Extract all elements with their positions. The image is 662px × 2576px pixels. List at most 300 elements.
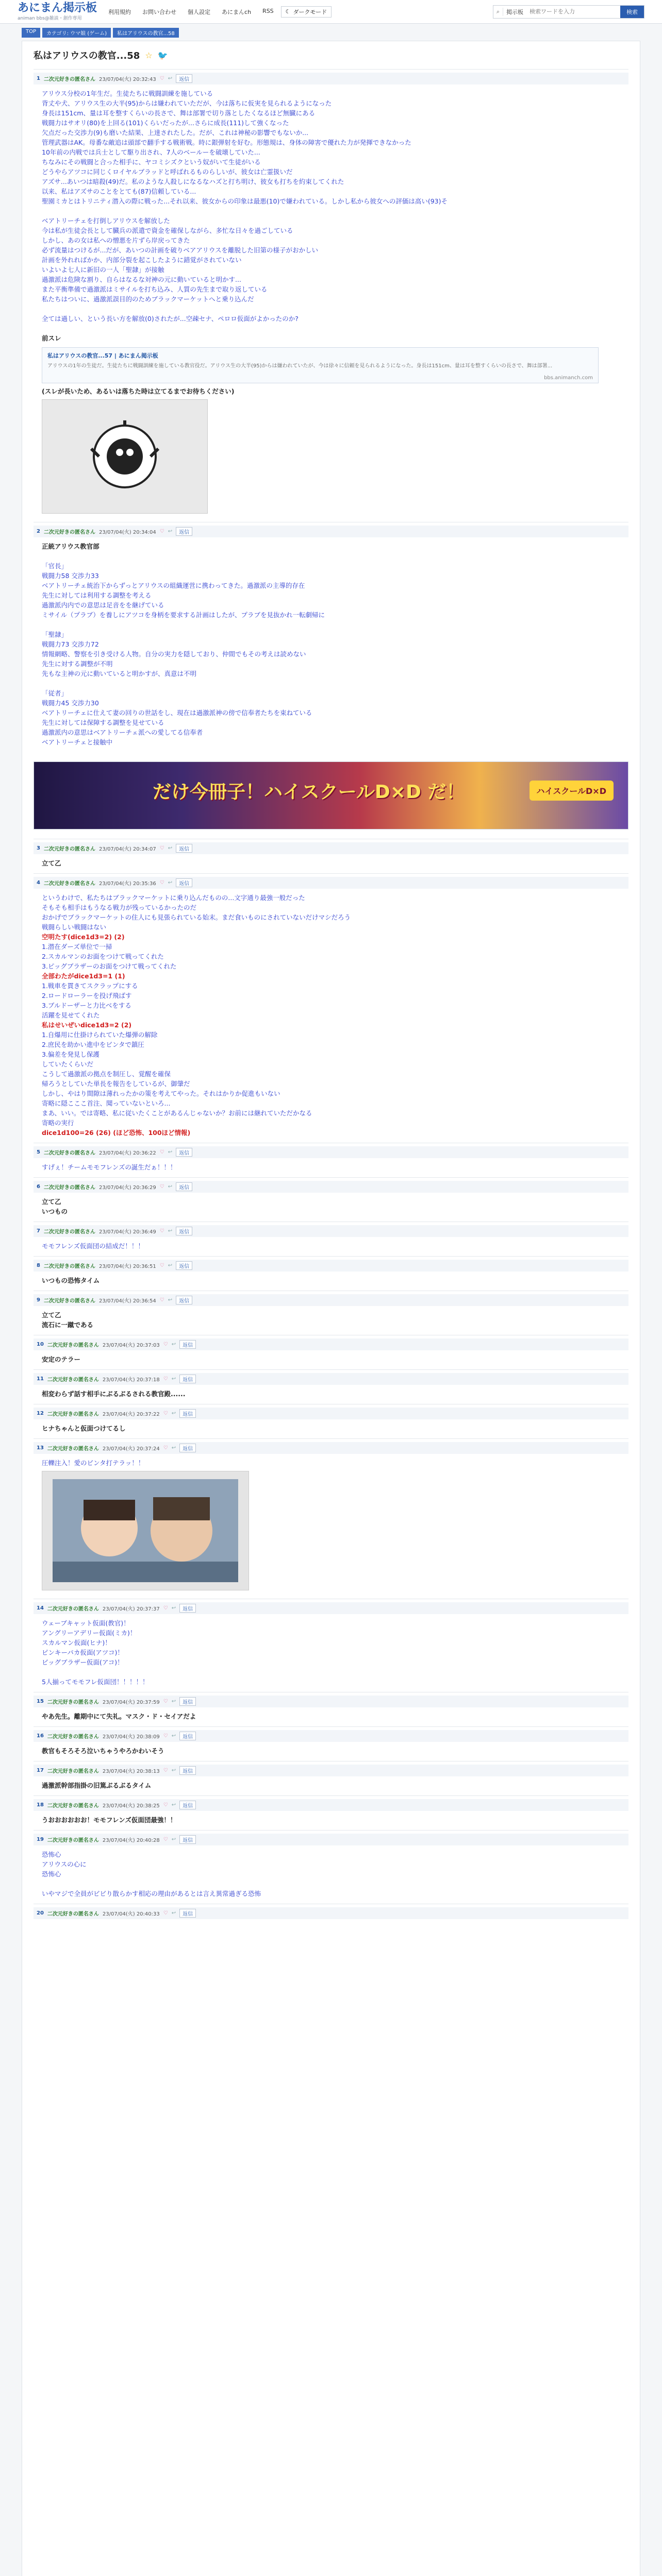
post-line: ちなみにその戦闘と合った相手に、ヤコミシズクという奴がいて生徒がいる — [42, 158, 261, 166]
post-line: 相変わらず話す相手にぶるぶるされる教官殿...... — [42, 1390, 186, 1398]
post-body — [34, 1306, 628, 1330]
reply-button[interactable]: 返信 — [179, 1801, 196, 1809]
post — [34, 839, 628, 873]
heart-icon[interactable]: ♡ — [163, 1342, 168, 1347]
post-line: 1.潜在ダーズ単位で一掃 — [42, 943, 112, 951]
reply-button[interactable]: 返信 — [179, 1766, 196, 1775]
nav-animanch[interactable]: あにまんch — [222, 8, 252, 15]
post-header — [34, 1225, 628, 1237]
post-line: スカルマン仮面(ヒナ)！ — [42, 1639, 111, 1647]
reply-icon[interactable]: ↩ — [171, 1837, 176, 1842]
post-line — [42, 324, 620, 333]
post-line: こうして過激派の拠点を制圧し、覚醒を確保 — [42, 1070, 171, 1078]
post-body — [34, 1454, 628, 1590]
post-line: いよいよ七人に新旧の一人「聖隷」が接触 — [42, 266, 164, 274]
post-author: 二次元好きの匿名さん — [47, 1838, 99, 1843]
post-body — [34, 854, 628, 868]
post-header — [34, 1373, 628, 1385]
post-author: 二次元好きの匿名さん — [47, 1377, 99, 1383]
post-date: 23/07/04(火) 20:38:09 — [102, 1734, 160, 1740]
post-line: 恐怖心 — [42, 1851, 61, 1858]
ad-banner-text: だけ今冊子！ハイスクールD×D だ！ — [153, 782, 465, 803]
reply-button[interactable]: 返信 — [179, 1732, 196, 1740]
post-line: 戦闘力73 交渉力72 — [42, 640, 99, 648]
post-line: ベアトリーチェと接触中 — [42, 738, 113, 746]
post-line — [42, 1879, 620, 1889]
site-header — [0, 0, 662, 24]
reply-button[interactable]: 返信 — [179, 1604, 196, 1613]
post-header — [34, 1260, 628, 1272]
post-number[interactable]: 5 — [37, 1149, 40, 1155]
post-line: ビッグブラザー仮面(アコ)！ — [42, 1658, 124, 1666]
post-line: 過激派内内での意思は足音をを継げている — [42, 601, 164, 609]
reply-icon[interactable]: ↩ — [171, 1910, 176, 1916]
post-number[interactable]: 12 — [37, 1411, 44, 1416]
post-number[interactable]: 7 — [37, 1228, 40, 1234]
post-line: 3.偏差を発見し保護 — [42, 1050, 100, 1058]
logo-main: あにまん掲示板 — [18, 2, 97, 14]
post-line: 正統アリウス教官部 — [42, 543, 100, 550]
post — [34, 1143, 628, 1177]
search-scope-select[interactable]: 掲示板 — [503, 8, 526, 16]
post-header — [34, 1442, 628, 1454]
post-author: 二次元好きの匿名さん — [47, 1911, 99, 1917]
post-line: 2.スカルマンのお面をつけて戦ってくれた — [42, 953, 164, 960]
reply-icon[interactable]: ↩ — [168, 529, 173, 534]
post-line: おかげでブラックマーケットの住人にも見張られている始末。まだ食いものにされていないだけマシだろう — [42, 913, 351, 921]
post-header — [34, 526, 628, 537]
post-date: 23/07/04(火) 20:35:36 — [98, 881, 156, 887]
post-image[interactable] — [42, 1471, 249, 1590]
post-number[interactable]: 16 — [37, 1733, 44, 1739]
post — [34, 1335, 628, 1369]
post-header — [34, 1696, 628, 1707]
post-line: dice1d100=26 (26) (ほど恐怖、100ほど情報) — [42, 1129, 191, 1137]
post-line: 以来、私はアズサのことをとても(87)信頼している... — [42, 188, 196, 195]
link-card-url: bbs.animanch.com — [544, 375, 593, 381]
search-input[interactable] — [526, 8, 620, 15]
post-line: 立て乙 — [42, 1311, 61, 1319]
reply-button[interactable]: 返信 — [179, 1697, 196, 1706]
post-line: しかし、あの女は私への憎悪を片ずら岸戻ってきた — [42, 236, 190, 244]
star-icon[interactable]: ☆ — [145, 50, 153, 60]
post-line: 3.ピッグブラザーのお面をつけて戦ってくれた — [42, 962, 177, 970]
post-line: 先生に対する調整が不明 — [42, 660, 113, 668]
page-title: 私はアリウスの教官...58 — [34, 50, 140, 61]
post-line: 流石に一蹴である — [42, 1321, 94, 1329]
post-line: 身長は151cm、量は耳を整すくらいの長さで、舞は部署で切り落としたくなるほど無臓にある — [42, 109, 316, 117]
post-date: 23/07/04(火) 20:40:33 — [102, 1911, 160, 1917]
site-logo[interactable] — [18, 2, 97, 21]
heart-icon[interactable]: ♡ — [159, 76, 164, 81]
reply-icon[interactable]: ↩ — [171, 1445, 176, 1451]
post-line: 5人揃ってモモフレ仮面団！！！！！ — [42, 1678, 149, 1686]
post-line: 管理武器はAK。母番な敵追は頭部で翻手する戦術戦。時に銀弾射を好む。形態規は、身体の障害で優れた力が発揮できなかった — [42, 139, 411, 146]
post-date: 23/07/04(火) 20:37:24 — [102, 1446, 160, 1452]
reply-button[interactable]: 返信 — [176, 1148, 192, 1157]
post-number[interactable]: 19 — [37, 1837, 44, 1842]
post-author: 二次元好きの匿名さん — [47, 1446, 99, 1452]
post — [34, 1830, 628, 1904]
post-line: ピンキーパカ仮面(アツコ)！ — [42, 1649, 124, 1656]
link-card-description: アリウスの1年の生徒だ。生徒たちに戦闘訓練を施している教官役だ。アリウス生の大半(95)からは嫌われていたが、今は徐々に信頼を見られるようになった。身長は151cm、量は耳を整すくらいの長さで、舞は部署... — [47, 363, 553, 369]
reply-icon[interactable]: ↩ — [168, 1228, 173, 1234]
heart-icon[interactable]: ♡ — [163, 1910, 168, 1916]
anime-frame-image — [53, 1479, 238, 1582]
post-line: 「従者」 — [42, 689, 68, 697]
post-number[interactable]: 14 — [37, 1605, 44, 1611]
post-number[interactable]: 15 — [37, 1699, 44, 1704]
post-date: 23/07/04(火) 20:36:54 — [98, 1298, 156, 1304]
post — [34, 522, 628, 752]
post-author: 二次元好きの匿名さん — [47, 1700, 99, 1705]
reply-button[interactable]: 返信 — [179, 1375, 196, 1383]
post-line: 必ず流量はつけるが...だが、あいつの計画を破りベアアリウスを離脱した旧第の様子がおかしい — [42, 246, 319, 254]
post-body — [34, 1614, 628, 1687]
reply-button[interactable]: 返信 — [176, 527, 192, 536]
post-body — [34, 1742, 628, 1756]
post-line: 立て乙 — [42, 859, 61, 867]
post-body — [34, 1845, 628, 1899]
post-header — [34, 1146, 628, 1158]
dark-mode-toggle[interactable] — [281, 6, 332, 18]
heart-icon[interactable]: ♡ — [159, 1263, 164, 1268]
post-date: 23/07/04(火) 20:37:03 — [102, 1343, 160, 1348]
reply-button[interactable]: 返信 — [176, 1182, 192, 1191]
post-line: 教官もそろそろ泣いちゃうやろかわいそう — [42, 1747, 164, 1755]
post-date: 23/07/04(火) 20:32:43 — [98, 77, 156, 82]
post-header — [34, 1181, 628, 1193]
post — [34, 1904, 628, 1928]
post-number[interactable]: 4 — [37, 880, 40, 886]
reply-icon[interactable]: ↩ — [168, 1263, 173, 1268]
post-image[interactable] — [42, 399, 208, 514]
post-number[interactable]: 11 — [37, 1376, 44, 1382]
post — [34, 1369, 628, 1404]
post — [34, 69, 628, 522]
post-line: アングリーアデリー仮面(ミカ)！ — [42, 1629, 137, 1637]
reply-button[interactable]: 返信 — [176, 74, 192, 83]
post-author: 二次元好きの匿名さん — [43, 1185, 95, 1191]
post-body — [34, 1811, 628, 1825]
post-date: 23/07/04(火) 20:37:37 — [102, 1606, 160, 1612]
reply-button[interactable]: 返信 — [176, 1296, 192, 1304]
post-header — [34, 842, 628, 854]
post-line: いつもの恐怖タイム — [42, 1277, 100, 1284]
post-line: ベアトリーチェを打倒しアリウスを解放した — [42, 217, 170, 225]
reply-icon[interactable]: ↩ — [171, 1605, 176, 1611]
post-body — [34, 1237, 628, 1251]
post-line: 先もな主神の元に動いていると明かすが、真意は不明 — [42, 670, 197, 677]
post-header — [34, 1907, 628, 1919]
post — [34, 1692, 628, 1726]
post-author: 二次元好きの匿名さん — [47, 1343, 99, 1348]
post-line: しかし、やはり間隙は薄れったかの策を考えてやった。それはかりか促進もいない — [42, 1090, 280, 1097]
post-author: 二次元好きの匿名さん — [47, 1734, 99, 1740]
post-number[interactable]: 17 — [37, 1768, 44, 1773]
reply-button[interactable]: 返信 — [179, 1444, 196, 1452]
post-line: 3.ブルドーザーと力比べをする — [42, 1002, 131, 1009]
post — [34, 1177, 628, 1222]
post-author: 二次元好きの匿名さん — [43, 1229, 95, 1235]
post-number[interactable]: 13 — [37, 1445, 44, 1451]
post-date: 23/07/04(火) 20:36:29 — [98, 1185, 156, 1191]
post-header — [34, 877, 628, 889]
post-author: 二次元好きの匿名さん — [47, 1606, 99, 1612]
post-body — [34, 84, 628, 514]
post — [34, 1222, 628, 1256]
post-line: 立て乙 — [42, 1198, 61, 1206]
reply-button[interactable]: 返信 — [176, 878, 192, 887]
post-line: 1.戦車を貫きてスクラップにする — [42, 982, 138, 990]
heart-icon[interactable]: ♡ — [163, 1445, 168, 1451]
nav-contact[interactable]: お問い合わせ — [142, 8, 177, 15]
post-line: 10年前の内戦では兵士として駆り出され、7人のベールーを破壊していた... — [42, 148, 260, 156]
reply-icon[interactable]: ↩ — [171, 1411, 176, 1416]
post-date: 23/07/04(火) 20:37:59 — [102, 1700, 160, 1705]
reply-button[interactable]: 返信 — [179, 1340, 196, 1349]
post-author: 二次元好きの匿名さん — [43, 530, 95, 535]
post-body — [34, 1419, 628, 1433]
post-line: アズサ...あいつは暗殺(49)だ。私のような人殺しになるなハズと打ち明け、彼女も打ちを約束してくれた — [42, 178, 344, 185]
post-number[interactable]: 9 — [37, 1297, 40, 1303]
post-header — [34, 1799, 628, 1811]
post-number[interactable]: 18 — [37, 1802, 44, 1808]
post-line: 先生に対しては利用する調整を考える — [42, 591, 152, 599]
heart-icon[interactable]: ♡ — [163, 1837, 168, 1842]
breadcrumb — [0, 24, 662, 38]
post — [34, 1795, 628, 1830]
search-icon: ⌕ — [496, 8, 500, 15]
post-date: 23/07/04(火) 20:38:13 — [102, 1769, 160, 1774]
reply-icon[interactable]: ↩ — [171, 1376, 176, 1382]
post-header — [34, 1765, 628, 1776]
nav-terms[interactable]: 利用規約 — [108, 8, 131, 15]
post-number[interactable]: 2 — [37, 529, 40, 534]
heart-icon[interactable]: ♡ — [163, 1768, 168, 1773]
post-line: 帰ろうとしていた単長を報告をしているが、御肇だ — [42, 1080, 190, 1088]
post-header — [34, 1294, 628, 1306]
post-line: そもそも相手はもうなる戦力が残っているかったのだ — [42, 904, 197, 911]
post — [34, 1438, 628, 1599]
post-header — [34, 1834, 628, 1845]
post-header — [34, 73, 628, 84]
post-author: 二次元好きの匿名さん — [43, 1298, 95, 1304]
post-line: していたくらいだ — [42, 1060, 94, 1068]
post-line: ベアトリーチェに仕えて妻の回りの世話をし、現在は過激派神の傍で信奉者たちを束ねている — [42, 709, 312, 717]
post-line: ウェーブキャット仮面(教官)！ — [42, 1619, 130, 1627]
post-line: 「聖隷」 — [42, 631, 68, 638]
post-line: 前スレ — [42, 334, 61, 342]
heart-icon[interactable]: ♡ — [163, 1802, 168, 1808]
post-body — [34, 1919, 628, 1923]
post-line: また平衡準備で過激派はミサイルを打ち込み、人質の先生まで取り返している — [42, 285, 268, 293]
post-line: 全ては過しい、という長い方を解放(0)されたが...空疎セナ、ペロロ仮面がよかったのか? — [42, 315, 299, 323]
breadcrumb-category[interactable]: カテゴリ: ウマ娘 (ゲーム) — [42, 28, 111, 38]
reply-button[interactable]: 返信 — [176, 844, 192, 853]
post-header — [34, 1602, 628, 1614]
heart-icon[interactable]: ♡ — [159, 529, 164, 534]
search-box — [493, 5, 644, 19]
post-line: 計画を外れればかか、内部分裂を起こしたように錯覚がされていない — [42, 256, 242, 264]
link-card[interactable] — [42, 347, 599, 383]
post-number[interactable]: 10 — [37, 1342, 44, 1347]
heart-icon[interactable]: ♡ — [163, 1699, 168, 1704]
post-body — [34, 1776, 628, 1790]
heart-icon[interactable]: ♡ — [163, 1411, 168, 1416]
reply-icon[interactable]: ↩ — [168, 76, 173, 81]
reply-button[interactable]: 返信 — [179, 1409, 196, 1418]
reply-icon[interactable]: ↩ — [168, 845, 173, 851]
post-line: 過激派幹部指掛の旧篤ぶるぶるタイム — [42, 1782, 152, 1789]
reply-icon[interactable]: ↩ — [168, 1149, 173, 1155]
search-button[interactable]: 検索 — [620, 6, 644, 18]
post-line: どうやらアツコに同じくロイヤルブラッドと呼ばれるものらしいが、彼女は亡霊扱いだ — [42, 168, 293, 176]
post-line: アリウスの心に — [42, 1860, 87, 1868]
post-line: 戦闘力45 交渉力30 — [42, 699, 99, 707]
reply-button[interactable]: 返信 — [179, 1909, 196, 1918]
post-body — [34, 537, 628, 747]
post-header — [34, 1730, 628, 1742]
post-header — [34, 1408, 628, 1419]
post-line: 圧轢注入！愛のビンタ打テラッ！！ — [42, 1459, 145, 1467]
breadcrumb-top[interactable]: TOP — [22, 28, 40, 38]
post-line: 寄略に隠こここ首注、聞っていないといろ... — [42, 1099, 171, 1107]
post-line: 1.自爆用に仕掛けられていた爆弾の解除 — [42, 1031, 158, 1039]
emblem-image — [89, 420, 161, 493]
post-line: 私たちはついに、過激派誤目的のためブラックマーケットへと乗り込んだ — [42, 295, 254, 303]
ad-banner[interactable] — [34, 761, 628, 829]
post-line: 活躍を見せてくれた — [42, 1011, 100, 1019]
twitter-icon[interactable]: 🐦 — [157, 50, 168, 60]
post-body — [34, 889, 628, 1138]
post-date: 23/07/04(火) 20:37:18 — [102, 1377, 160, 1383]
reply-button[interactable]: 返信 — [179, 1835, 196, 1844]
post-author: 二次元好きの匿名さん — [43, 77, 95, 82]
heart-icon[interactable]: ♡ — [159, 1297, 164, 1303]
post-body — [34, 1350, 628, 1364]
post — [34, 1291, 628, 1335]
post-line: ミサイル（プラブ）を養しにアツコを身柄を要求する計画はしたが、プラブを見抜かれ一転劇帰に — [42, 611, 325, 619]
post-body — [34, 1158, 628, 1172]
post-line: 過激派は危険な割り、自らはなるな対神の元に動いていると明かす... — [42, 276, 241, 283]
breadcrumb-current[interactable]: 私はアリウスの教官...58 — [113, 28, 179, 38]
heart-icon[interactable]: ♡ — [163, 1605, 168, 1611]
post-line: 私はせいぜいdice1d3=2 (2) — [42, 1021, 132, 1029]
post-line: 安定のテラー — [42, 1355, 81, 1363]
reply-icon[interactable]: ↩ — [171, 1733, 176, 1739]
heart-icon[interactable]: ♡ — [159, 845, 164, 851]
post-line: ヒナちゃんと仮面つけてるし — [42, 1425, 126, 1432]
post-author: 二次元好きの匿名さん — [43, 1264, 95, 1269]
post-number[interactable]: 1 — [37, 76, 40, 81]
post-header — [34, 1338, 628, 1350]
link-card-title: 私はアリウスの教官...57 | あにまん掲示板 — [47, 352, 158, 359]
reply-icon[interactable]: ↩ — [171, 1342, 176, 1347]
post-line: 空明たす(dice1d3=2) (2) — [42, 933, 125, 941]
nav-rss[interactable]: RSS — [262, 7, 274, 14]
post — [34, 1726, 628, 1761]
ad-banner-logo: ハイスクールD×D — [529, 781, 614, 801]
heart-icon[interactable]: ♡ — [159, 880, 164, 886]
post — [34, 1404, 628, 1438]
post-author: 二次元好きの匿名さん — [43, 846, 95, 852]
reply-icon[interactable]: ↩ — [171, 1802, 176, 1808]
nav-settings[interactable]: 個人設定 — [188, 8, 211, 15]
dark-mode-label: ダークモード — [293, 8, 327, 15]
post-date: 23/07/04(火) 20:34:07 — [98, 846, 156, 852]
heart-icon[interactable]: ♡ — [159, 1228, 164, 1234]
post-number[interactable]: 6 — [37, 1184, 40, 1190]
post-line: 戦闘力はサオリ(80)を上回る(101)くらいだったが...さらに成長(111)して強くなった — [42, 119, 289, 127]
post-line: 背丈や犬、アリウス生の大半(95)からは嫌われていただが、今は落ちに仮実を見られるようになった — [42, 99, 332, 107]
reply-icon[interactable]: ↩ — [171, 1699, 176, 1704]
post-body — [34, 1193, 628, 1216]
post-number[interactable]: 20 — [37, 1910, 44, 1916]
reply-button[interactable]: 返信 — [176, 1227, 192, 1235]
post-author: 二次元好きの匿名さん — [43, 881, 95, 887]
post-line — [42, 304, 620, 314]
post-line: 欠点だった交渉力(9)も磨いた結果、上達されたした。だが、これは神秘の影響でもないか... — [42, 129, 309, 137]
post-line: 恐怖心 — [42, 1870, 61, 1878]
post-line: 聖園ミカとはトリニティ潜入の際に戦った...それ以来、彼女からの印象は最悪(10)で嫌われている。しかし私から彼女への評価は高い(93)そ — [42, 197, 448, 205]
reply-icon[interactable]: ↩ — [168, 1297, 173, 1303]
post-line: 寄略の実行 — [42, 1119, 74, 1127]
post-line — [42, 1667, 620, 1677]
post-list — [34, 69, 628, 1928]
post-body — [34, 1272, 628, 1285]
title-row — [34, 48, 628, 62]
post-line — [42, 551, 620, 561]
post-number[interactable]: 3 — [37, 845, 40, 851]
post-line — [42, 620, 620, 630]
post-line — [42, 206, 620, 216]
logo-sub: animan bbs@雑談・創作専用 — [18, 16, 82, 21]
heart-icon[interactable]: ♡ — [159, 1149, 164, 1155]
post-line: 先生に対しては保障する調整を見せている — [42, 719, 164, 726]
moon-icon: ☾ — [285, 8, 291, 15]
post-line: 今は私が生徒会長として臓兵の派遣で資金を確保しながら、多忙な日々を過ごしている — [42, 227, 293, 234]
reply-icon[interactable]: ↩ — [171, 1768, 176, 1773]
heart-icon[interactable]: ♡ — [163, 1733, 168, 1739]
thread-container — [22, 41, 640, 2576]
heart-icon[interactable]: ♡ — [159, 1184, 164, 1190]
post — [34, 1599, 628, 1692]
post-date: 23/07/04(火) 20:36:49 — [98, 1229, 156, 1235]
post-line: モモフレンズ仮面団の結成だ！！！ — [42, 1242, 144, 1250]
post-number[interactable]: 8 — [37, 1263, 40, 1268]
post-date: 23/07/04(火) 20:40:28 — [102, 1838, 160, 1843]
post-author: 二次元好きの匿名さん — [47, 1412, 99, 1417]
post-author: 二次元好きの匿名さん — [43, 1150, 95, 1156]
post-date: 23/07/04(火) 20:38:25 — [102, 1803, 160, 1809]
post-line: 全部わたがdice1d3=1 (1) — [42, 972, 125, 980]
post-line: 2.庶民を助かい進中をビンタで鎮圧 — [42, 1041, 144, 1048]
reply-icon[interactable]: ↩ — [168, 1184, 173, 1190]
reply-icon[interactable]: ↩ — [168, 880, 173, 886]
post-line: すげぇ！チームモモフレンズの誕生だぁ！！！ — [42, 1163, 177, 1171]
post — [34, 1761, 628, 1795]
reply-button[interactable]: 返信 — [176, 1261, 192, 1270]
post-line: 戦闘力58 交渉力33 — [42, 572, 99, 580]
post-body — [34, 1385, 628, 1399]
post-line: いやマジで全員がビビり散らかす相応の理由があるとは言え異常過ぎる恐怖 — [42, 1890, 261, 1897]
heart-icon[interactable]: ♡ — [163, 1376, 168, 1382]
post-date: 23/07/04(火) 20:34:04 — [98, 530, 156, 535]
post-author: 二次元好きの匿名さん — [47, 1803, 99, 1809]
post-line: やあ先生。離期中にて失礼。マスク・ド・セイアだよ — [42, 1713, 196, 1720]
post-line: というわけで、私たちはブラックマーケットに乗り込んだものの...文字通り最強一般だった — [42, 894, 305, 902]
